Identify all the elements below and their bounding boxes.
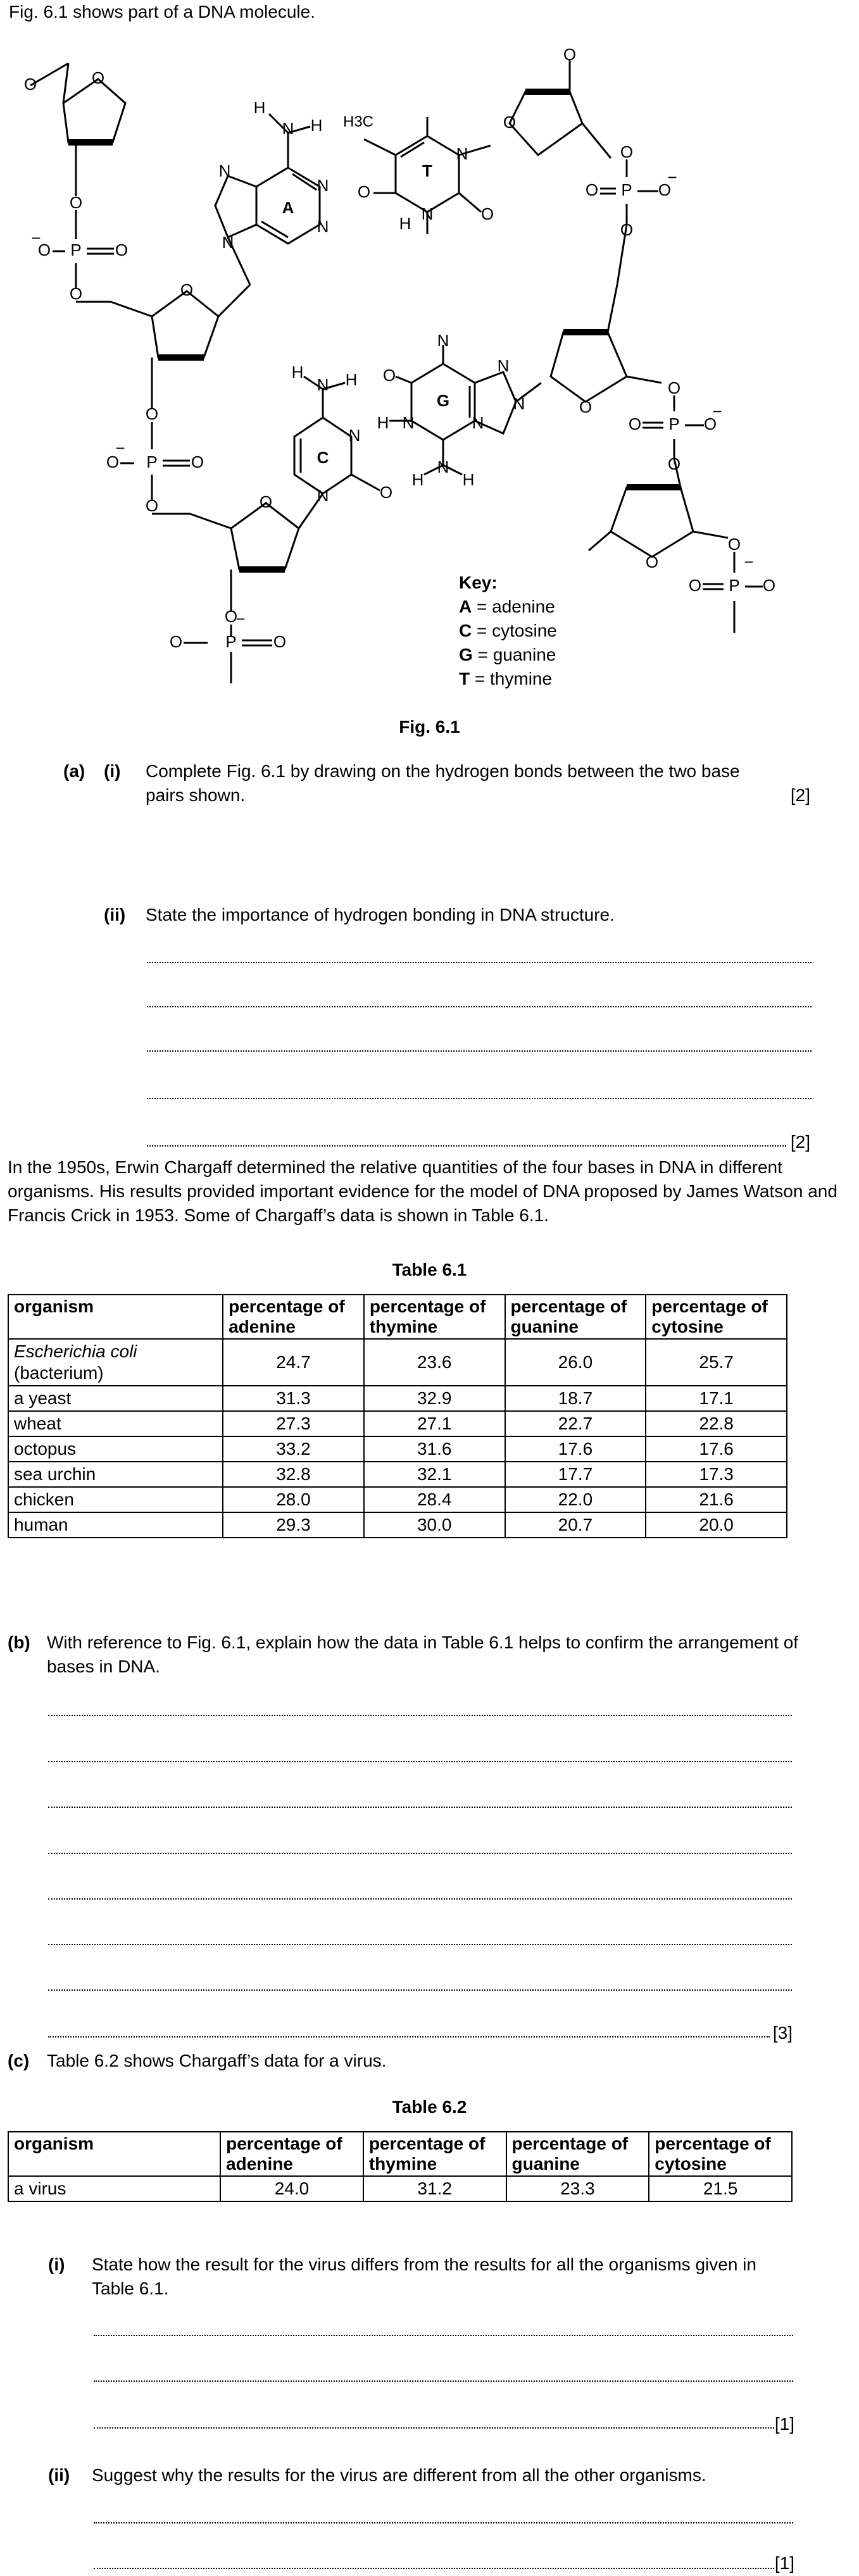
svg-text:O: O bbox=[762, 575, 776, 595]
svg-text:N: N bbox=[317, 175, 329, 195]
svg-text:O: O bbox=[585, 180, 599, 199]
svg-text:O: O bbox=[382, 365, 396, 385]
svg-text:−: − bbox=[744, 552, 754, 571]
table-row bbox=[8, 1462, 787, 1487]
svg-text:O: O bbox=[563, 44, 577, 64]
sugar-6 bbox=[589, 459, 728, 557]
svg-text:C: C bbox=[317, 447, 329, 467]
answer-line[interactable] bbox=[48, 2036, 770, 2038]
svg-text:O: O bbox=[628, 414, 642, 433]
guanine-cell: 22.7 bbox=[505, 1411, 646, 1436]
svg-text:O: O bbox=[273, 632, 287, 651]
cytosine-cell: 17.1 bbox=[646, 1386, 787, 1411]
adenine-cell: 24.0 bbox=[220, 2176, 363, 2201]
svg-text:P: P bbox=[668, 414, 680, 433]
adenine-cell: 29.3 bbox=[223, 1512, 364, 1538]
svg-text:N: N bbox=[472, 413, 484, 432]
header-adenine: percentage of adenine bbox=[220, 2132, 363, 2176]
svg-text:P: P bbox=[146, 452, 158, 471]
key-item-guanine: G = guanine bbox=[459, 645, 556, 664]
svg-text:−: − bbox=[667, 167, 677, 187]
svg-text:O: O bbox=[91, 68, 105, 87]
q-a-label: (a) bbox=[63, 761, 85, 781]
q-a-i-marks: [2] bbox=[790, 785, 810, 805]
organism-cell: sea urchin bbox=[8, 1462, 223, 1487]
svg-text:O: O bbox=[658, 180, 672, 199]
thymine-cell: 27.1 bbox=[364, 1411, 505, 1436]
figure-key bbox=[459, 571, 557, 691]
svg-text:O: O bbox=[688, 575, 702, 595]
table-row bbox=[8, 1487, 787, 1512]
thymine-cell: 31.6 bbox=[364, 1436, 505, 1462]
thymine-cell: 32.1 bbox=[364, 1462, 505, 1487]
q-a-ii-label: (ii) bbox=[104, 905, 126, 924]
cytosine-cell: 17.3 bbox=[646, 1462, 787, 1487]
q-c-i-marks: [1] bbox=[774, 2414, 794, 2434]
table-header-row bbox=[8, 1295, 787, 1339]
svg-text:O: O bbox=[579, 397, 593, 416]
q-c-label: (c) bbox=[8, 2051, 30, 2070]
table-row bbox=[8, 1411, 787, 1436]
dna-molecule-figure bbox=[0, 32, 859, 690]
svg-text:O: O bbox=[503, 112, 517, 132]
adenine-cell: 24.7 bbox=[223, 1339, 364, 1386]
q-c-i-label: (i) bbox=[48, 2255, 65, 2274]
svg-text:P: P bbox=[729, 575, 740, 595]
svg-text:H: H bbox=[310, 115, 323, 135]
svg-text:G: G bbox=[436, 390, 450, 410]
table-2-title: Table 6.2 bbox=[392, 2097, 467, 2117]
q-b-marks: [3] bbox=[772, 2023, 793, 2043]
svg-text:O: O bbox=[23, 74, 37, 94]
svg-text:O: O bbox=[37, 240, 51, 259]
svg-text:T: T bbox=[422, 161, 432, 180]
guanine-cell: 17.6 bbox=[505, 1436, 646, 1462]
cytosine-cell: 21.5 bbox=[649, 2176, 792, 2201]
svg-text:H: H bbox=[377, 413, 389, 432]
guanine-cell: 18.7 bbox=[505, 1386, 646, 1411]
answer-line[interactable] bbox=[48, 1853, 792, 1854]
svg-text:O: O bbox=[191, 452, 204, 471]
svg-text:N: N bbox=[218, 161, 231, 180]
adenine-cell: 32.8 bbox=[223, 1462, 364, 1487]
sugar-1 bbox=[30, 63, 125, 196]
svg-text:N: N bbox=[317, 375, 329, 394]
answer-line[interactable] bbox=[48, 1944, 792, 1945]
answer-line[interactable] bbox=[94, 2568, 774, 2569]
table-row bbox=[8, 1339, 787, 1386]
svg-text:H: H bbox=[253, 97, 266, 117]
svg-text:O: O bbox=[69, 192, 83, 212]
svg-text:N: N bbox=[317, 485, 329, 505]
svg-text:N: N bbox=[282, 118, 294, 138]
header-organism: organism bbox=[8, 2132, 220, 2176]
cytosine-base bbox=[294, 376, 380, 494]
guanine-cell: 22.0 bbox=[505, 1487, 646, 1512]
svg-text:N: N bbox=[222, 232, 234, 252]
adenine-cell: 31.3 bbox=[223, 1386, 364, 1411]
svg-text:−: − bbox=[115, 438, 125, 457]
svg-text:O: O bbox=[180, 280, 194, 299]
adenine-base bbox=[215, 114, 320, 285]
svg-text:H: H bbox=[291, 362, 304, 382]
cytosine-cell: 25.7 bbox=[646, 1339, 787, 1386]
svg-text:P: P bbox=[225, 632, 237, 651]
q-c-ii-marks: [1] bbox=[774, 2553, 794, 2573]
cytosine-cell: 20.0 bbox=[646, 1512, 787, 1538]
organism-cell: a yeast bbox=[8, 1386, 223, 1411]
answer-line[interactable] bbox=[147, 962, 812, 963]
cytosine-cell: 21.6 bbox=[646, 1487, 787, 1512]
organism-cell: a virus bbox=[8, 2176, 220, 2201]
sugar-3 bbox=[190, 494, 323, 611]
q-c-ii-text: Suggest why the results for the virus are different from all the other organisms. bbox=[92, 2465, 706, 2485]
svg-text:P: P bbox=[70, 240, 82, 259]
svg-text:H: H bbox=[411, 470, 424, 489]
svg-text:N: N bbox=[348, 425, 361, 445]
phosphate-1 bbox=[53, 210, 114, 302]
svg-text:P: P bbox=[621, 180, 632, 199]
q-a-i-label: (i) bbox=[104, 761, 121, 781]
answer-line[interactable] bbox=[48, 1898, 792, 1900]
svg-text:O: O bbox=[620, 142, 634, 161]
svg-text:O: O bbox=[645, 552, 659, 571]
q-a-ii-text: State the importance of hydrogen bonding in DNA structure. bbox=[146, 905, 615, 924]
svg-text:N: N bbox=[437, 457, 449, 476]
figure-caption: Fig. 6.1 bbox=[399, 717, 460, 737]
table-1 bbox=[8, 1294, 787, 1538]
organism-cell: human bbox=[8, 1512, 223, 1538]
table-1-title: Table 6.1 bbox=[392, 1260, 467, 1279]
svg-text:H3C: H3C bbox=[343, 113, 374, 130]
header-thymine: percentage of thymine bbox=[364, 1295, 505, 1339]
key-title: Key: bbox=[459, 573, 498, 592]
organism-cell: Escherichia coli (bacterium) bbox=[8, 1339, 223, 1386]
sugar-2 bbox=[111, 285, 250, 408]
sugar-4 bbox=[510, 60, 611, 158]
organism-cell: wheat bbox=[8, 1411, 223, 1436]
sugar-5 bbox=[551, 225, 661, 402]
svg-text:O: O bbox=[69, 283, 83, 303]
svg-text:N: N bbox=[513, 394, 525, 413]
header-guanine: percentage of guanine bbox=[506, 2132, 649, 2176]
svg-text:N: N bbox=[402, 413, 415, 432]
svg-text:O: O bbox=[357, 182, 371, 201]
q-a-i-text: Complete Fig. 6.1 by drawing on the hydrogen bonds between the two base pairs shown. bbox=[146, 761, 740, 805]
svg-text:N: N bbox=[317, 216, 329, 236]
answer-line[interactable] bbox=[147, 1098, 812, 1099]
table-2 bbox=[8, 2131, 793, 2202]
svg-text:O: O bbox=[259, 492, 273, 511]
svg-text:O: O bbox=[620, 220, 634, 239]
svg-text:O: O bbox=[106, 452, 120, 471]
q-c-i-text: State how the result for the virus differs from the results for all the organisms given in Table 6.1. bbox=[92, 2255, 756, 2298]
key-item-thymine: T = thymine bbox=[459, 669, 553, 688]
answer-line[interactable] bbox=[94, 2380, 793, 2382]
header-cytosine: percentage of cytosine bbox=[649, 2132, 792, 2176]
key-item-adenine: A = adenine bbox=[459, 597, 555, 616]
svg-text:−: − bbox=[235, 609, 246, 628]
answer-line[interactable] bbox=[147, 1050, 812, 1052]
answer-line[interactable] bbox=[94, 2522, 793, 2523]
svg-text:N: N bbox=[421, 204, 434, 223]
thymine-cell: 32.9 bbox=[364, 1386, 505, 1411]
svg-text:O: O bbox=[115, 240, 129, 259]
adenine-cell: 28.0 bbox=[223, 1487, 364, 1512]
svg-text:O: O bbox=[145, 404, 159, 423]
svg-text:A: A bbox=[282, 197, 294, 217]
svg-text:N: N bbox=[497, 356, 510, 375]
table-header-row bbox=[8, 2132, 792, 2176]
svg-text:H: H bbox=[399, 213, 411, 233]
table-row bbox=[8, 1386, 787, 1411]
header-adenine: percentage of adenine bbox=[223, 1295, 364, 1339]
svg-text:N: N bbox=[437, 330, 449, 350]
adenine-cell: 27.3 bbox=[223, 1411, 364, 1436]
cytosine-cell: 17.6 bbox=[646, 1436, 787, 1462]
svg-text:O: O bbox=[169, 632, 183, 651]
table-row bbox=[8, 1436, 787, 1462]
guanine-cell: 20.7 bbox=[505, 1512, 646, 1538]
answer-line[interactable] bbox=[48, 1807, 792, 1808]
svg-text:O: O bbox=[224, 606, 238, 626]
answer-line[interactable] bbox=[94, 2427, 774, 2429]
svg-text:O: O bbox=[667, 378, 681, 397]
answer-line[interactable] bbox=[94, 2335, 793, 2336]
cytosine-cell: 22.8 bbox=[646, 1411, 787, 1436]
svg-text:O: O bbox=[667, 454, 681, 473]
q-c-ii-label: (ii) bbox=[48, 2465, 70, 2485]
answer-line[interactable] bbox=[48, 1715, 792, 1716]
thymine-cell: 23.6 bbox=[364, 1339, 505, 1386]
svg-text:H: H bbox=[462, 470, 475, 489]
q-b-text: With reference to Fig. 6.1, explain how the data in Table 6.1 helps to confirm the arrangement of bases in DNA. bbox=[47, 1633, 799, 1676]
header-organism: organism bbox=[8, 1295, 223, 1339]
svg-text:H: H bbox=[345, 370, 358, 389]
answer-line[interactable] bbox=[48, 1989, 792, 1991]
organism-cell: chicken bbox=[8, 1487, 223, 1512]
svg-text:−: − bbox=[712, 401, 722, 421]
thymine-cell: 31.2 bbox=[363, 2176, 506, 2201]
svg-text:−: − bbox=[31, 228, 41, 247]
table-row bbox=[8, 1512, 787, 1538]
guanine-cell: 26.0 bbox=[505, 1339, 646, 1386]
intro-text: Fig. 6.1 shows part of a DNA molecule. bbox=[9, 2, 315, 22]
q-c-text: Table 6.2 shows Chargaff’s data for a virus. bbox=[47, 2051, 387, 2070]
table-row bbox=[8, 2176, 792, 2201]
header-thymine: percentage of thymine bbox=[363, 2132, 506, 2176]
answer-line[interactable] bbox=[147, 1145, 786, 1147]
thymine-cell: 30.0 bbox=[364, 1512, 505, 1538]
header-cytosine: percentage of cytosine bbox=[646, 1295, 787, 1339]
svg-text:O: O bbox=[480, 204, 494, 223]
organism-cell: octopus bbox=[8, 1436, 223, 1462]
answer-line[interactable] bbox=[48, 1761, 792, 1762]
svg-text:N: N bbox=[456, 144, 468, 163]
key-item-cytosine: C = cytosine bbox=[459, 621, 557, 640]
svg-text:O: O bbox=[703, 414, 717, 433]
svg-text:O: O bbox=[145, 495, 159, 515]
svg-text:O: O bbox=[379, 482, 393, 502]
q-a-ii-marks: [2] bbox=[790, 1132, 810, 1152]
q-b-label: (b) bbox=[8, 1633, 30, 1652]
header-guanine: percentage of guanine bbox=[505, 1295, 646, 1339]
answer-line[interactable] bbox=[147, 1006, 812, 1007]
guanine-cell: 23.3 bbox=[506, 2176, 649, 2201]
adenine-cell: 33.2 bbox=[223, 1436, 364, 1462]
guanine-cell: 17.7 bbox=[505, 1462, 646, 1487]
chargaff-passage: In the 1950s, Erwin Chargaff determined the relative quantities of the four bases in DNA in different organisms. His results provided important evidence for the model of DNA proposed by James Watson and Francis Crick in 1953. Some of Chargaff’s data is shown in Table 6.1. bbox=[8, 1157, 837, 1225]
thymine-cell: 28.4 bbox=[364, 1487, 505, 1512]
svg-text:O: O bbox=[727, 534, 741, 554]
